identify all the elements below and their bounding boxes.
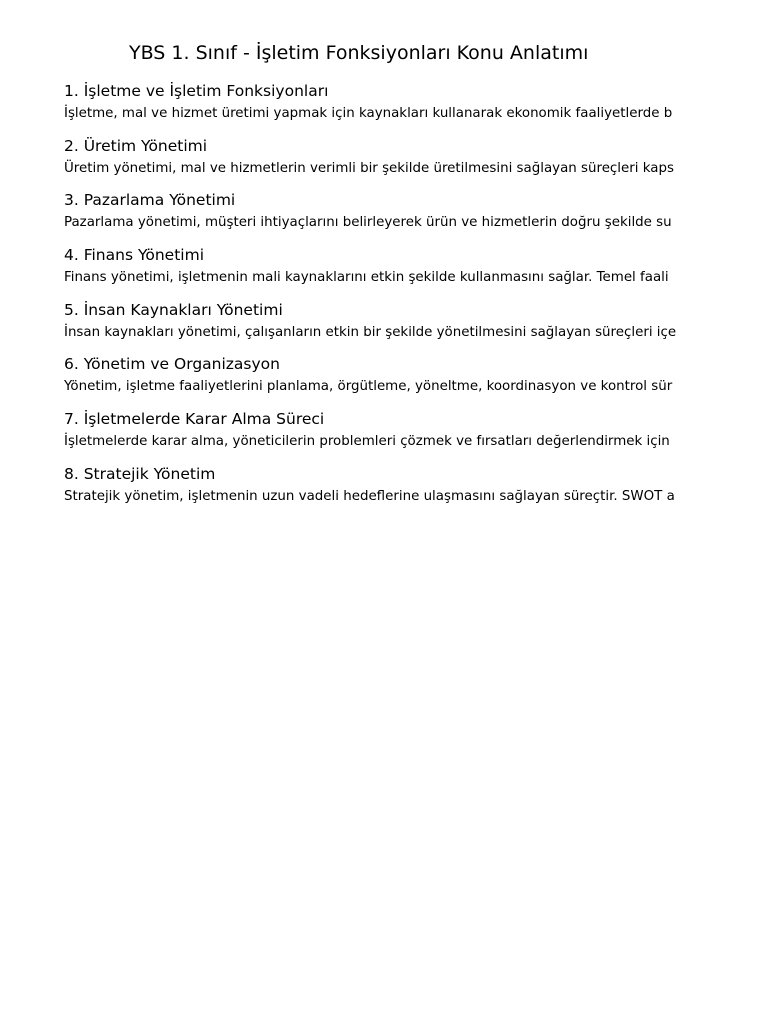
section-pazarlama-yonetimi [64,190,768,245]
document-body [64,81,768,519]
section-paragraph: Pazarlama yönetimi, müşteri ihtiyaçlarını belirleyerek ürün ve hizmetlerin doğru şekilde su [64,215,672,231]
page-title: YBS 1. Sınıf - İşletim Fonksiyonları Konu Anlatımı [129,42,589,64]
section-paragraph: İşletmelerde karar alma, yöneticilerin problemleri çözmek ve fırsatları değerlendirmek için [64,434,670,450]
section-paragraph: İnsan kaynakları yönetimi, çalışanların etkin bir şekilde yönetilmesini sağlayan süreçleri içe [64,324,677,340]
section-heading: 5. İnsan Kaynakları Yönetimi [64,300,283,319]
section-heading: 6. Yönetim ve Organizasyon [64,355,280,374]
section-paragraph: Stratejik yönetim, işletmenin uzun vadeli hedeflerine ulaşmasını sağlayan süreçtir. SWOT a [64,488,675,504]
section-heading: 7. İşletmelerde Karar Alma Süreci [64,410,325,429]
section-finans-yonetimi [64,245,768,300]
section-paragraph: Finans yönetimi, işletmenin mali kaynaklarını etkin şekilde kullanmasını sağlar. Temel faali [64,270,669,286]
section-heading: 2. Üretim Yönetimi [64,136,208,155]
section-heading: 4. Finans Yönetimi [64,246,204,265]
section-paragraph: Üretim yönetimi, mal ve hizmetlerin verimli bir şekilde üretilmesini sağlayan süreçleri kaps [64,160,674,176]
section-paragraph: İşletme, mal ve hizmet üretimi yapmak için kaynakları kullanarak ekonomik faaliyetlerde b [64,106,673,121]
section-stratejik-yonetim [64,464,768,519]
section-heading: 8. Stratejik Yönetim [64,464,216,483]
section-uretim-yonetimi [64,136,768,191]
section-paragraph: Yönetim, işletme faaliyetlerini planlama, örgütleme, yöneltme, koordinasyon ve kontrol sür [64,379,673,395]
section-karar-alma-sureci [64,409,768,464]
section-insan-kaynaklari-yonetimi [64,300,768,355]
section-heading: 3. Pazarlama Yönetimi [64,191,236,210]
section-yonetim-ve-organizasyon [64,354,768,409]
section-heading: 1. İşletme ve İşletim Fonksiyonları [64,82,329,100]
section-isletme-ve-isletim-fonksiyonlari [64,81,768,136]
